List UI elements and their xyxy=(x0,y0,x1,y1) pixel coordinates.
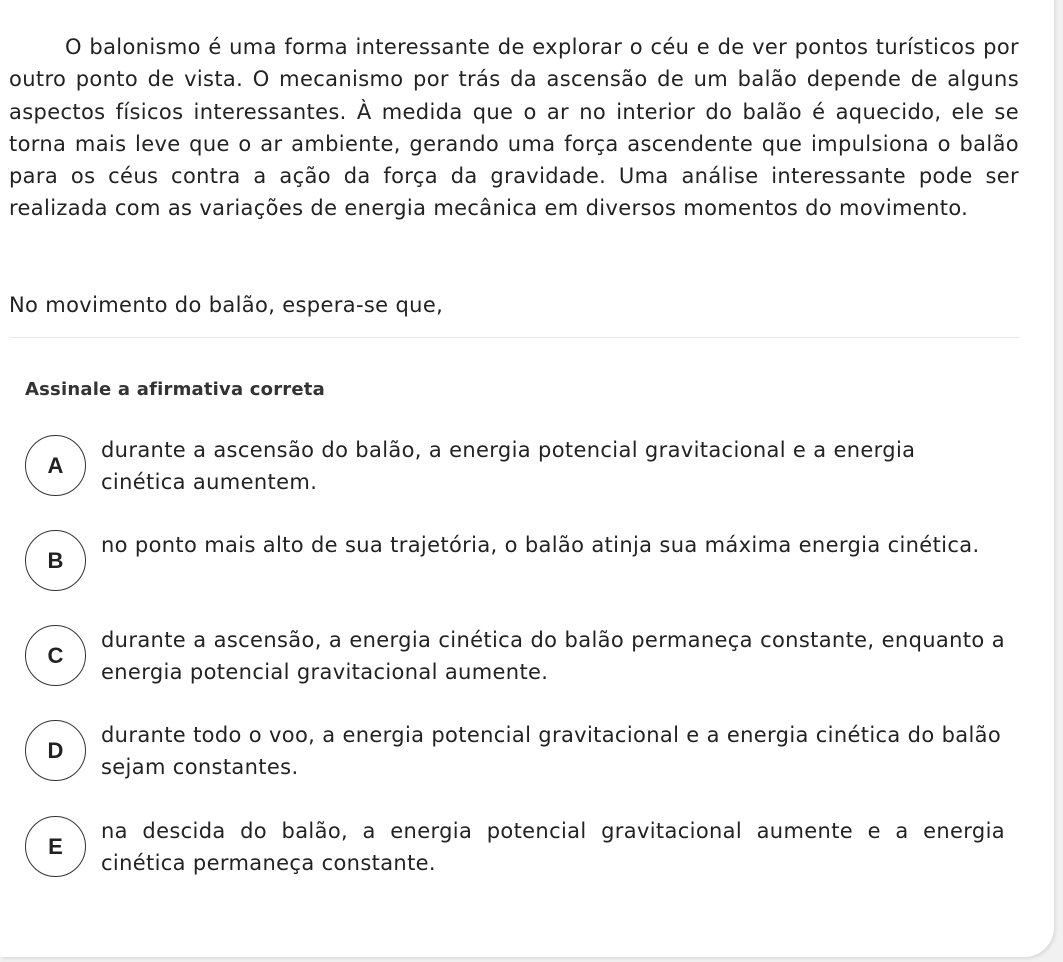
option-e[interactable] xyxy=(25,816,1010,880)
question-stem: No movimento do balão, espera-se que, xyxy=(9,293,444,317)
instruction-label: Assinale a afirmativa correta xyxy=(25,379,325,400)
option-letter-d[interactable]: D xyxy=(25,720,86,781)
option-text-b[interactable]: no ponto mais alto de sua trajetória, o balão atinja sua máxima energia cinética. xyxy=(101,533,980,557)
option-letter-a[interactable]: A xyxy=(25,435,86,496)
option-c[interactable] xyxy=(25,625,1010,689)
option-a[interactable] xyxy=(25,435,1010,499)
option-text-a[interactable]: durante a ascensão do balão, a energia potencial gravitacional e a energia cinética aumentem. xyxy=(101,438,916,494)
option-b[interactable] xyxy=(25,530,1010,594)
option-text-e[interactable]: na descida do balão, a energia potencial gravitacional aumente e a energia cinética permaneça constante. xyxy=(101,819,1005,875)
option-letter-e[interactable]: E xyxy=(25,816,86,877)
divider xyxy=(9,337,1019,338)
question-passage xyxy=(9,31,1019,225)
passage-text: O balonismo é uma forma interessante de explorar o céu e de ver pontos turísticos por outro ponto de vista. O mecanismo por trás da ascensão de um balão depende de alguns aspectos físicos interessantes. À medida que o ar no interior do balão é aquecido, ele se torna mais leve que o ar ambiente, gerando uma força ascendente que impulsiona o balão para os céus contra a ação da força da gravidade. Uma análise interessante pode ser realizada com as variações de energia mecânica em diversos momentos do movimento. xyxy=(9,35,1019,221)
option-text-d[interactable]: durante todo o voo, a energia potencial gravitacional e a energia cinética do balão sejam constantes. xyxy=(101,723,1002,779)
option-letter-c[interactable]: C xyxy=(25,625,86,686)
option-d[interactable] xyxy=(25,720,1010,784)
option-letter-b[interactable]: B xyxy=(25,530,86,591)
option-text-c[interactable]: durante a ascensão, a energia cinética do balão permaneça constante, enquanto a energia potencial gravitacional aumente. xyxy=(101,628,1005,684)
